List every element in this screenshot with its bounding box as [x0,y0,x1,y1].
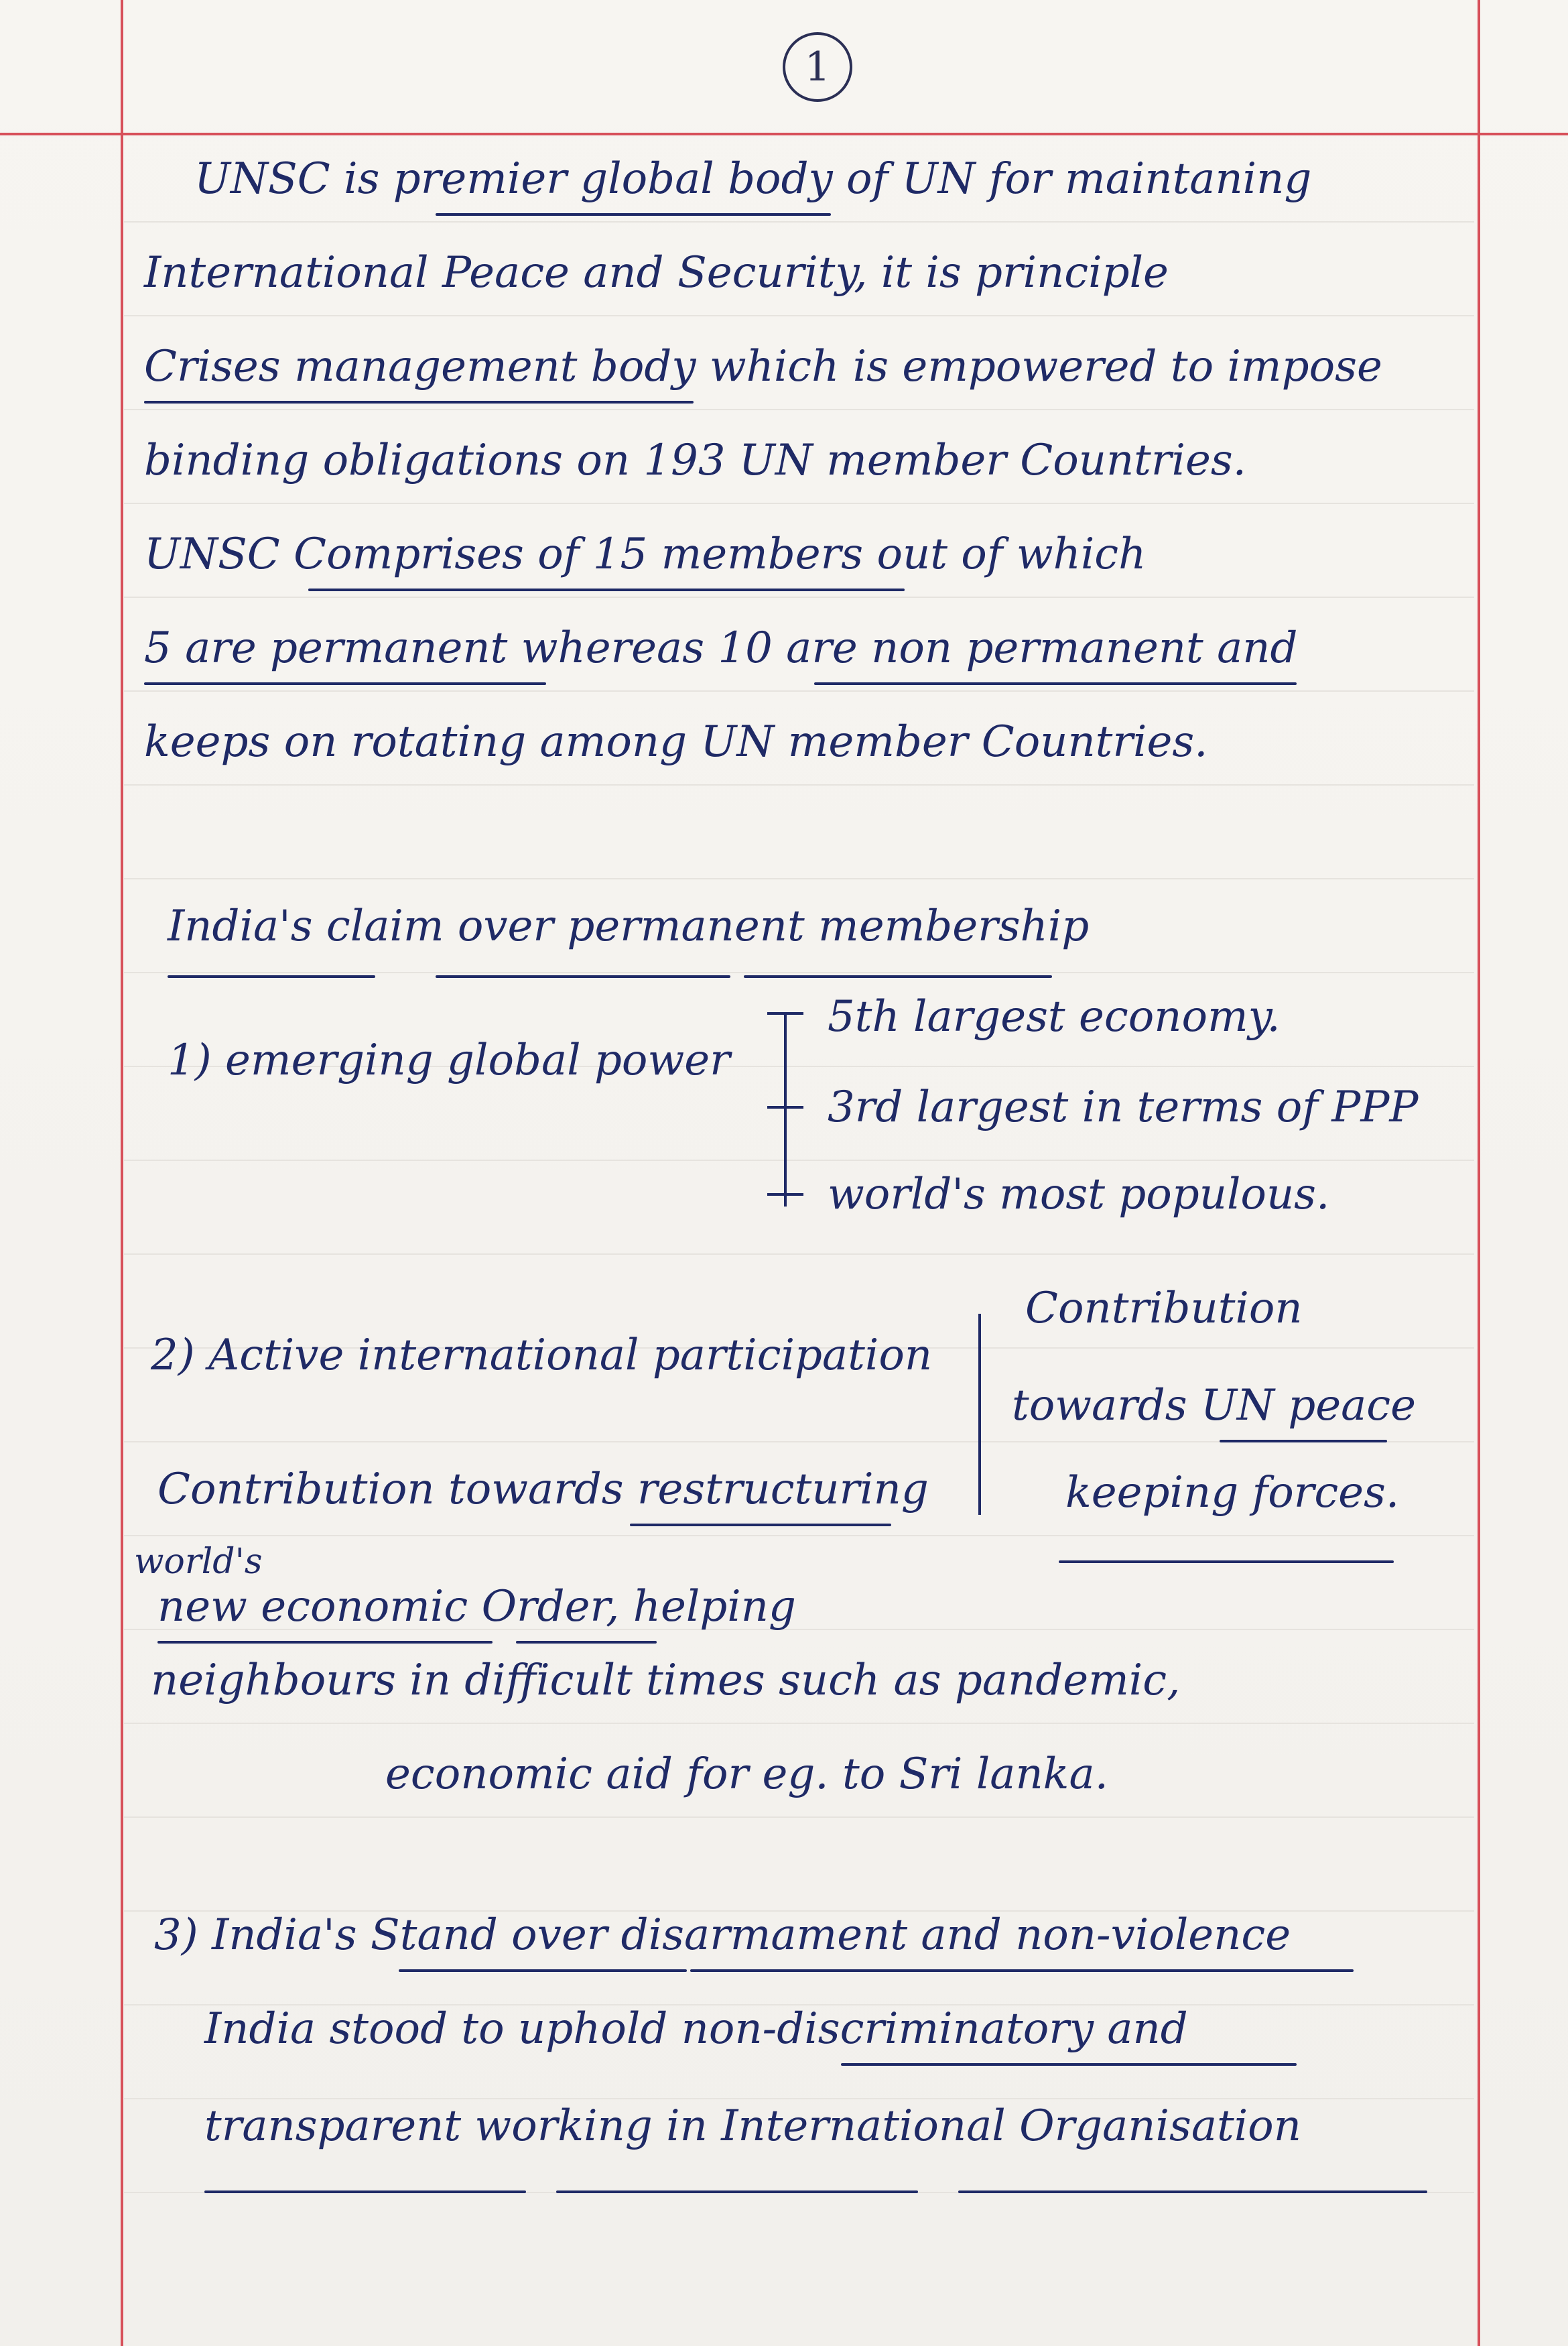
point-2-insert: world's [134,1542,263,1582]
point-2-line: new economic Order, helping [157,1582,796,1631]
underline [744,975,1052,978]
underline [144,682,546,685]
point-3-title: 3) India's Stand over disarmament and non-violence [154,1910,1291,1960]
underline [814,682,1297,685]
underline [1059,1560,1394,1563]
rule-line [124,315,1474,316]
rule-line [124,1253,1474,1255]
underline [399,1969,687,1972]
underline [204,2190,526,2193]
point-3-line: India stood to uphold non-discriminatory and [204,2004,1188,2054]
intro-line-1: UNSC is premier global body of UN for maintaning [194,154,1312,204]
underline [841,2063,1297,2066]
underline [1220,1440,1387,1442]
page-number: 1 [783,32,852,102]
brace [784,1012,787,1207]
point-1-item: 3rd largest in terms of PPP [828,1083,1419,1132]
intro-line-6: 5 are permanent whereas 10 are non permanent and [144,623,1298,673]
rule-line [124,1816,1474,1818]
point-2-line: Contribution towards restructuring [157,1465,929,1514]
point-2-right: towards UN peace [1012,1381,1416,1430]
underline [630,1524,891,1526]
rule-line [124,690,1474,692]
underline [168,975,375,978]
intro-line-2: International Peace and Security, it is principle [144,248,1169,298]
point-2-title: 2) Active international participation [151,1331,933,1380]
underline [516,1641,657,1644]
underline [436,213,831,216]
rule-line [124,1160,1474,1161]
rule-line [124,2098,1474,2099]
intro-line-7: keeps on rotating among UN member Countries. [144,717,1208,767]
brace-tick [767,1193,803,1196]
rule-line [124,409,1474,410]
rule-line [124,597,1474,598]
rule-line [124,503,1474,504]
intro-line-5: UNSC Comprises of 15 members out of which [144,530,1147,579]
brace [978,1314,981,1515]
brace-tick [767,1106,803,1109]
point-1-item: world's most populous. [828,1170,1330,1219]
left-margin-line [121,0,123,2346]
rule-line [124,972,1474,973]
underline [144,401,694,404]
rule-line [124,1723,1474,1724]
underline [958,2190,1427,2193]
section-heading: India's claim over permanent membership [168,902,1090,951]
top-margin-line [0,133,1568,135]
point-2-right: Contribution [1025,1284,1303,1333]
underline [556,2190,918,2193]
rule-line [124,1535,1474,1536]
point-2-right: keeping forces. [1065,1468,1400,1518]
point-2-line: neighbours in difficult times such as pandemic, [151,1656,1181,1705]
underline [157,1641,493,1644]
right-margin-line [1478,0,1480,2346]
point-2-line: economic aid for eg. to Sri lanka. [385,1749,1108,1799]
underline [436,975,730,978]
underline [690,1969,1354,1972]
intro-line-4: binding obligations on 193 UN member Countries. [144,436,1246,485]
intro-line-3: Crises management body which is empowered to impose [144,342,1382,391]
rule-line [124,221,1474,223]
brace-tick [767,1012,803,1015]
rule-line [124,878,1474,879]
underline [308,589,905,591]
point-1-item: 5th largest economy. [828,992,1281,1042]
point-1-title: 1) emerging global power [168,1036,730,1085]
point-3-line: transparent working in International Organisation [204,2101,1301,2151]
rule-line [124,784,1474,786]
